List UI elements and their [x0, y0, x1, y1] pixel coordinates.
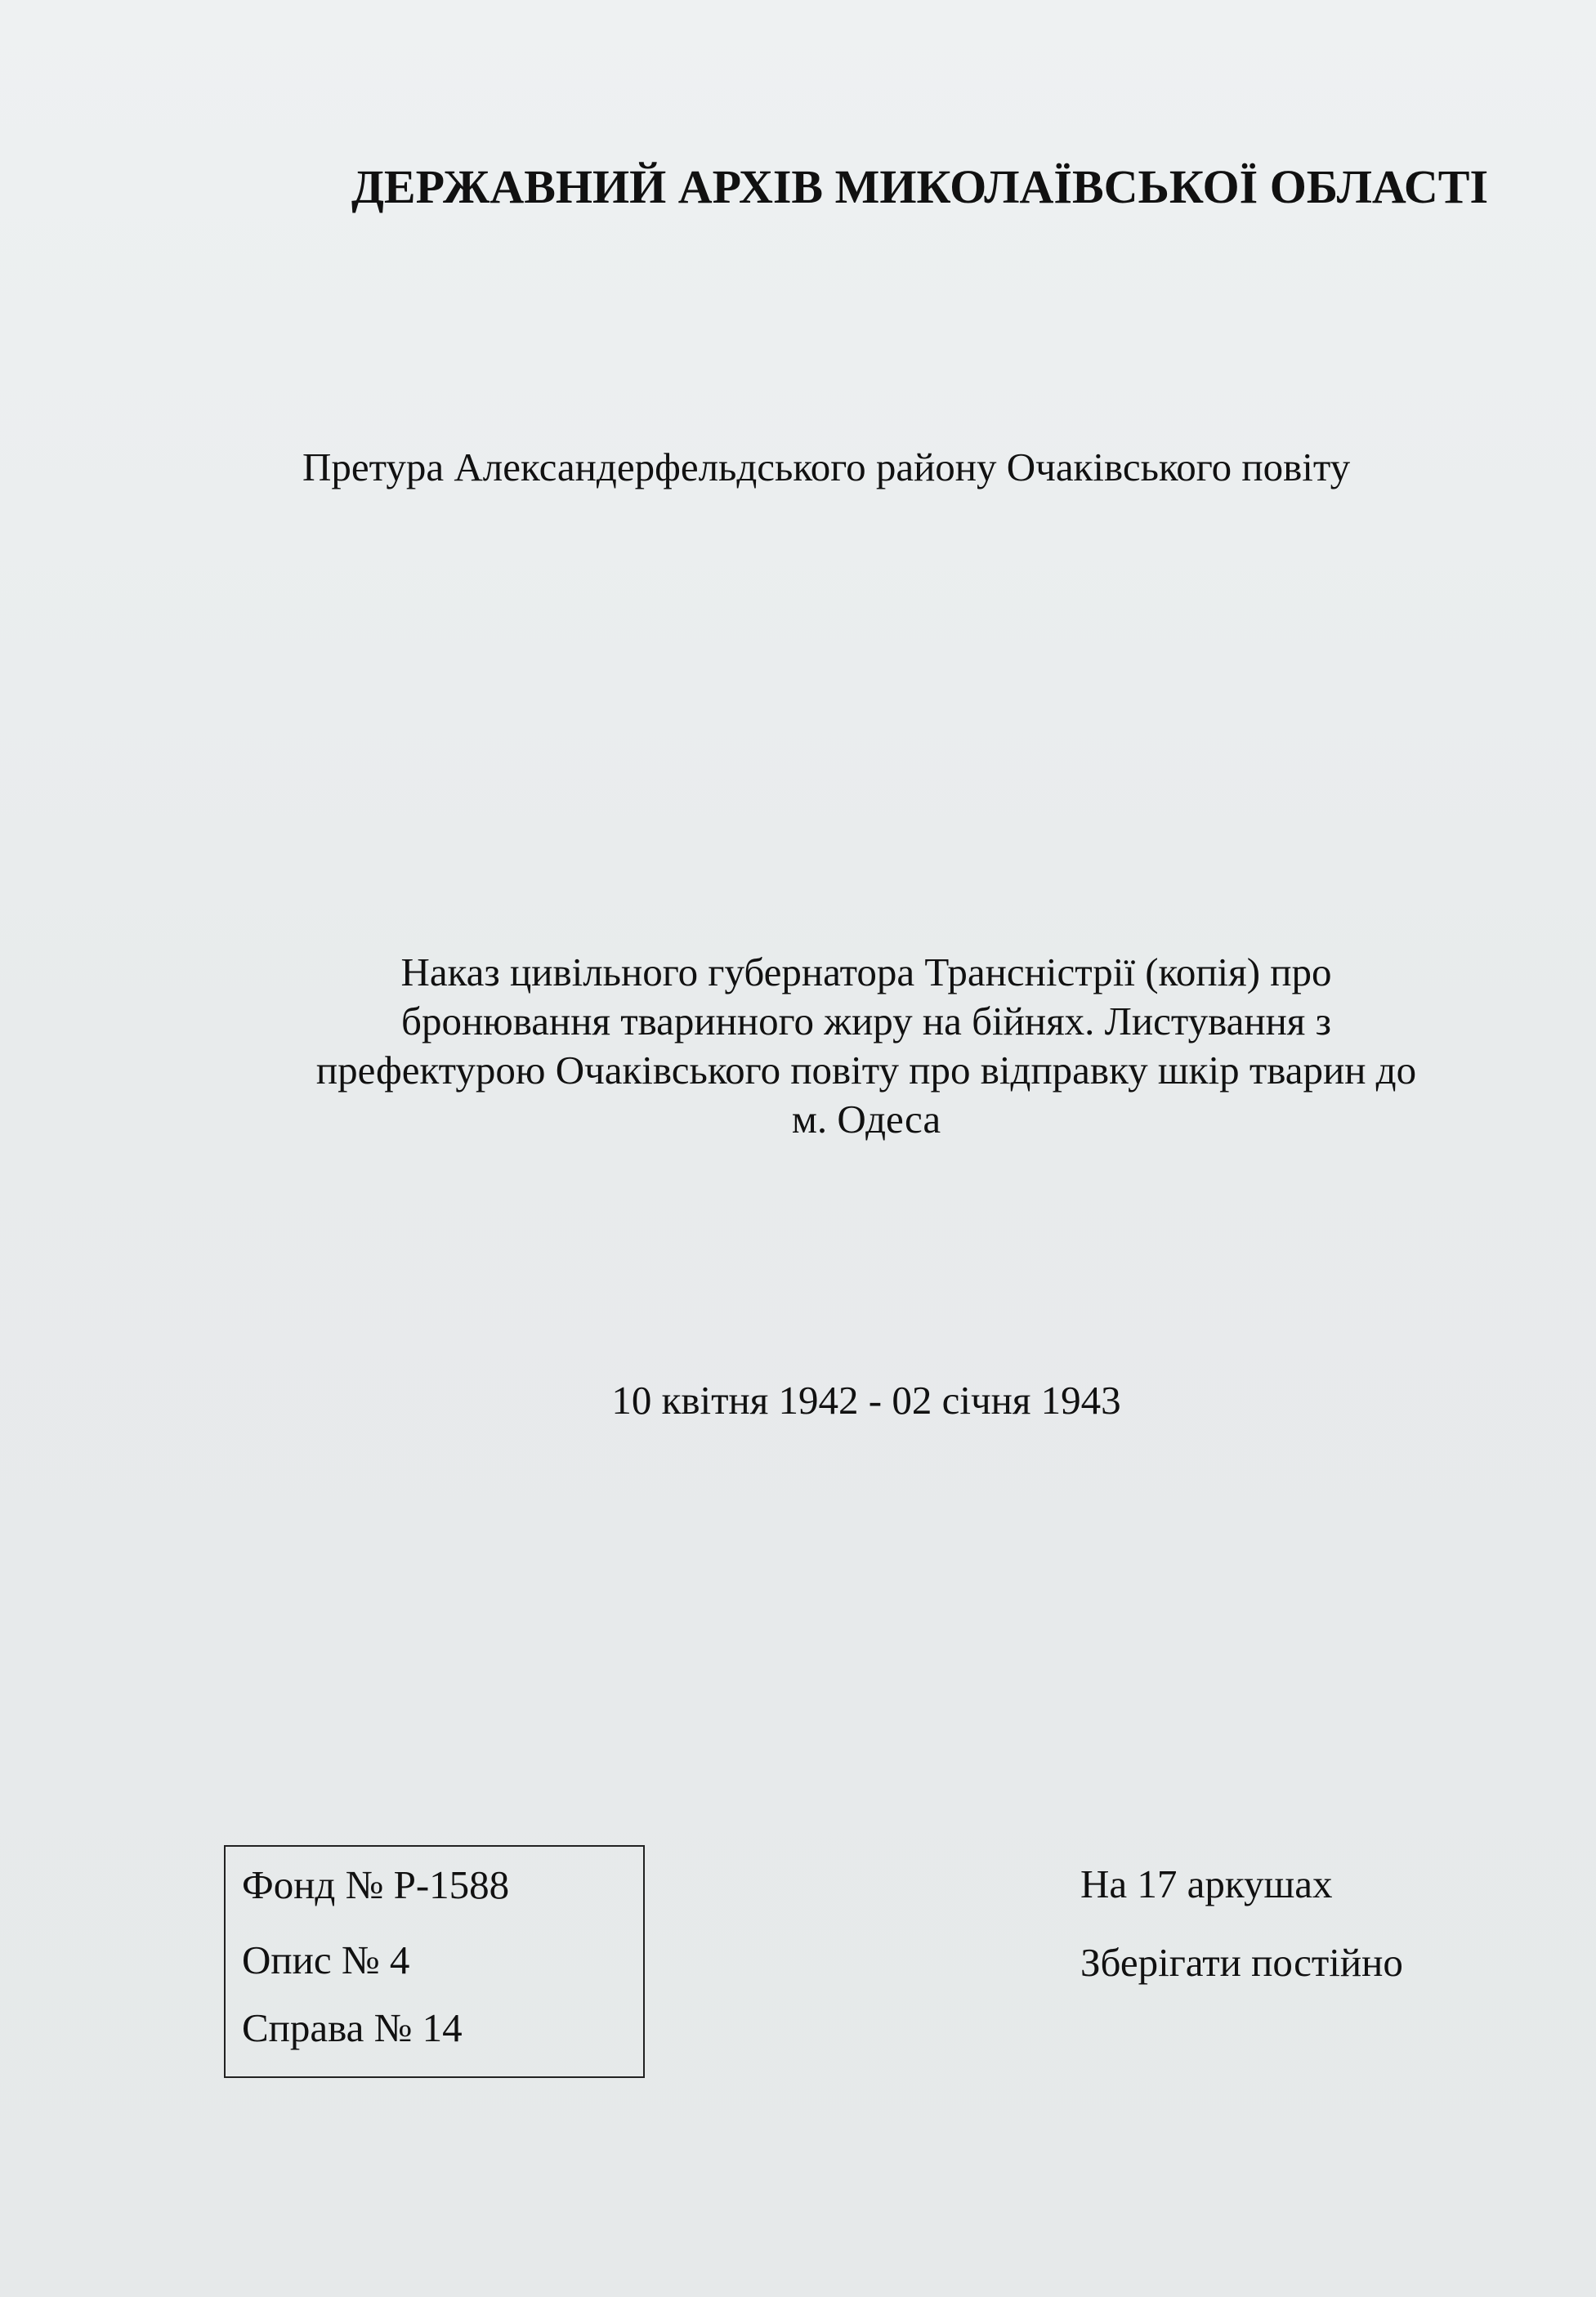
fond-number: Фонд № Р-1588 — [242, 1862, 510, 1907]
case-title-line: м. Одеса — [791, 1097, 941, 1142]
retention-note: Зберігати постійно — [1080, 1940, 1403, 1985]
sheets-count: На 17 аркушах — [1080, 1861, 1333, 1906]
case-title — [245, 948, 1487, 1144]
fund-creator: Претура Александерфельдського району Очаківського повіту — [302, 445, 1351, 489]
archive-title: ДЕРЖАВНИЙ АРХІВ МИКОЛАЇВСЬКОЇ ОБЛАСТІ — [351, 160, 1489, 213]
reference-box — [224, 1845, 645, 2078]
case-title-line: префектурою Очаківського повіту про відправку шкір тварин до — [315, 1048, 1417, 1093]
case-title-line: Наказ цивільного губернатора Трансністрії (копія) про — [400, 950, 1332, 994]
opys-number: Опис № 4 — [242, 1937, 410, 1982]
case-dates: 10 квітня 1942 - 02 січня 1943 — [611, 1378, 1121, 1423]
sprava-number: Справа № 14 — [242, 2005, 463, 2050]
case-title-line: бронювання тваринного жиру на бійнях. Листування з — [401, 999, 1331, 1043]
